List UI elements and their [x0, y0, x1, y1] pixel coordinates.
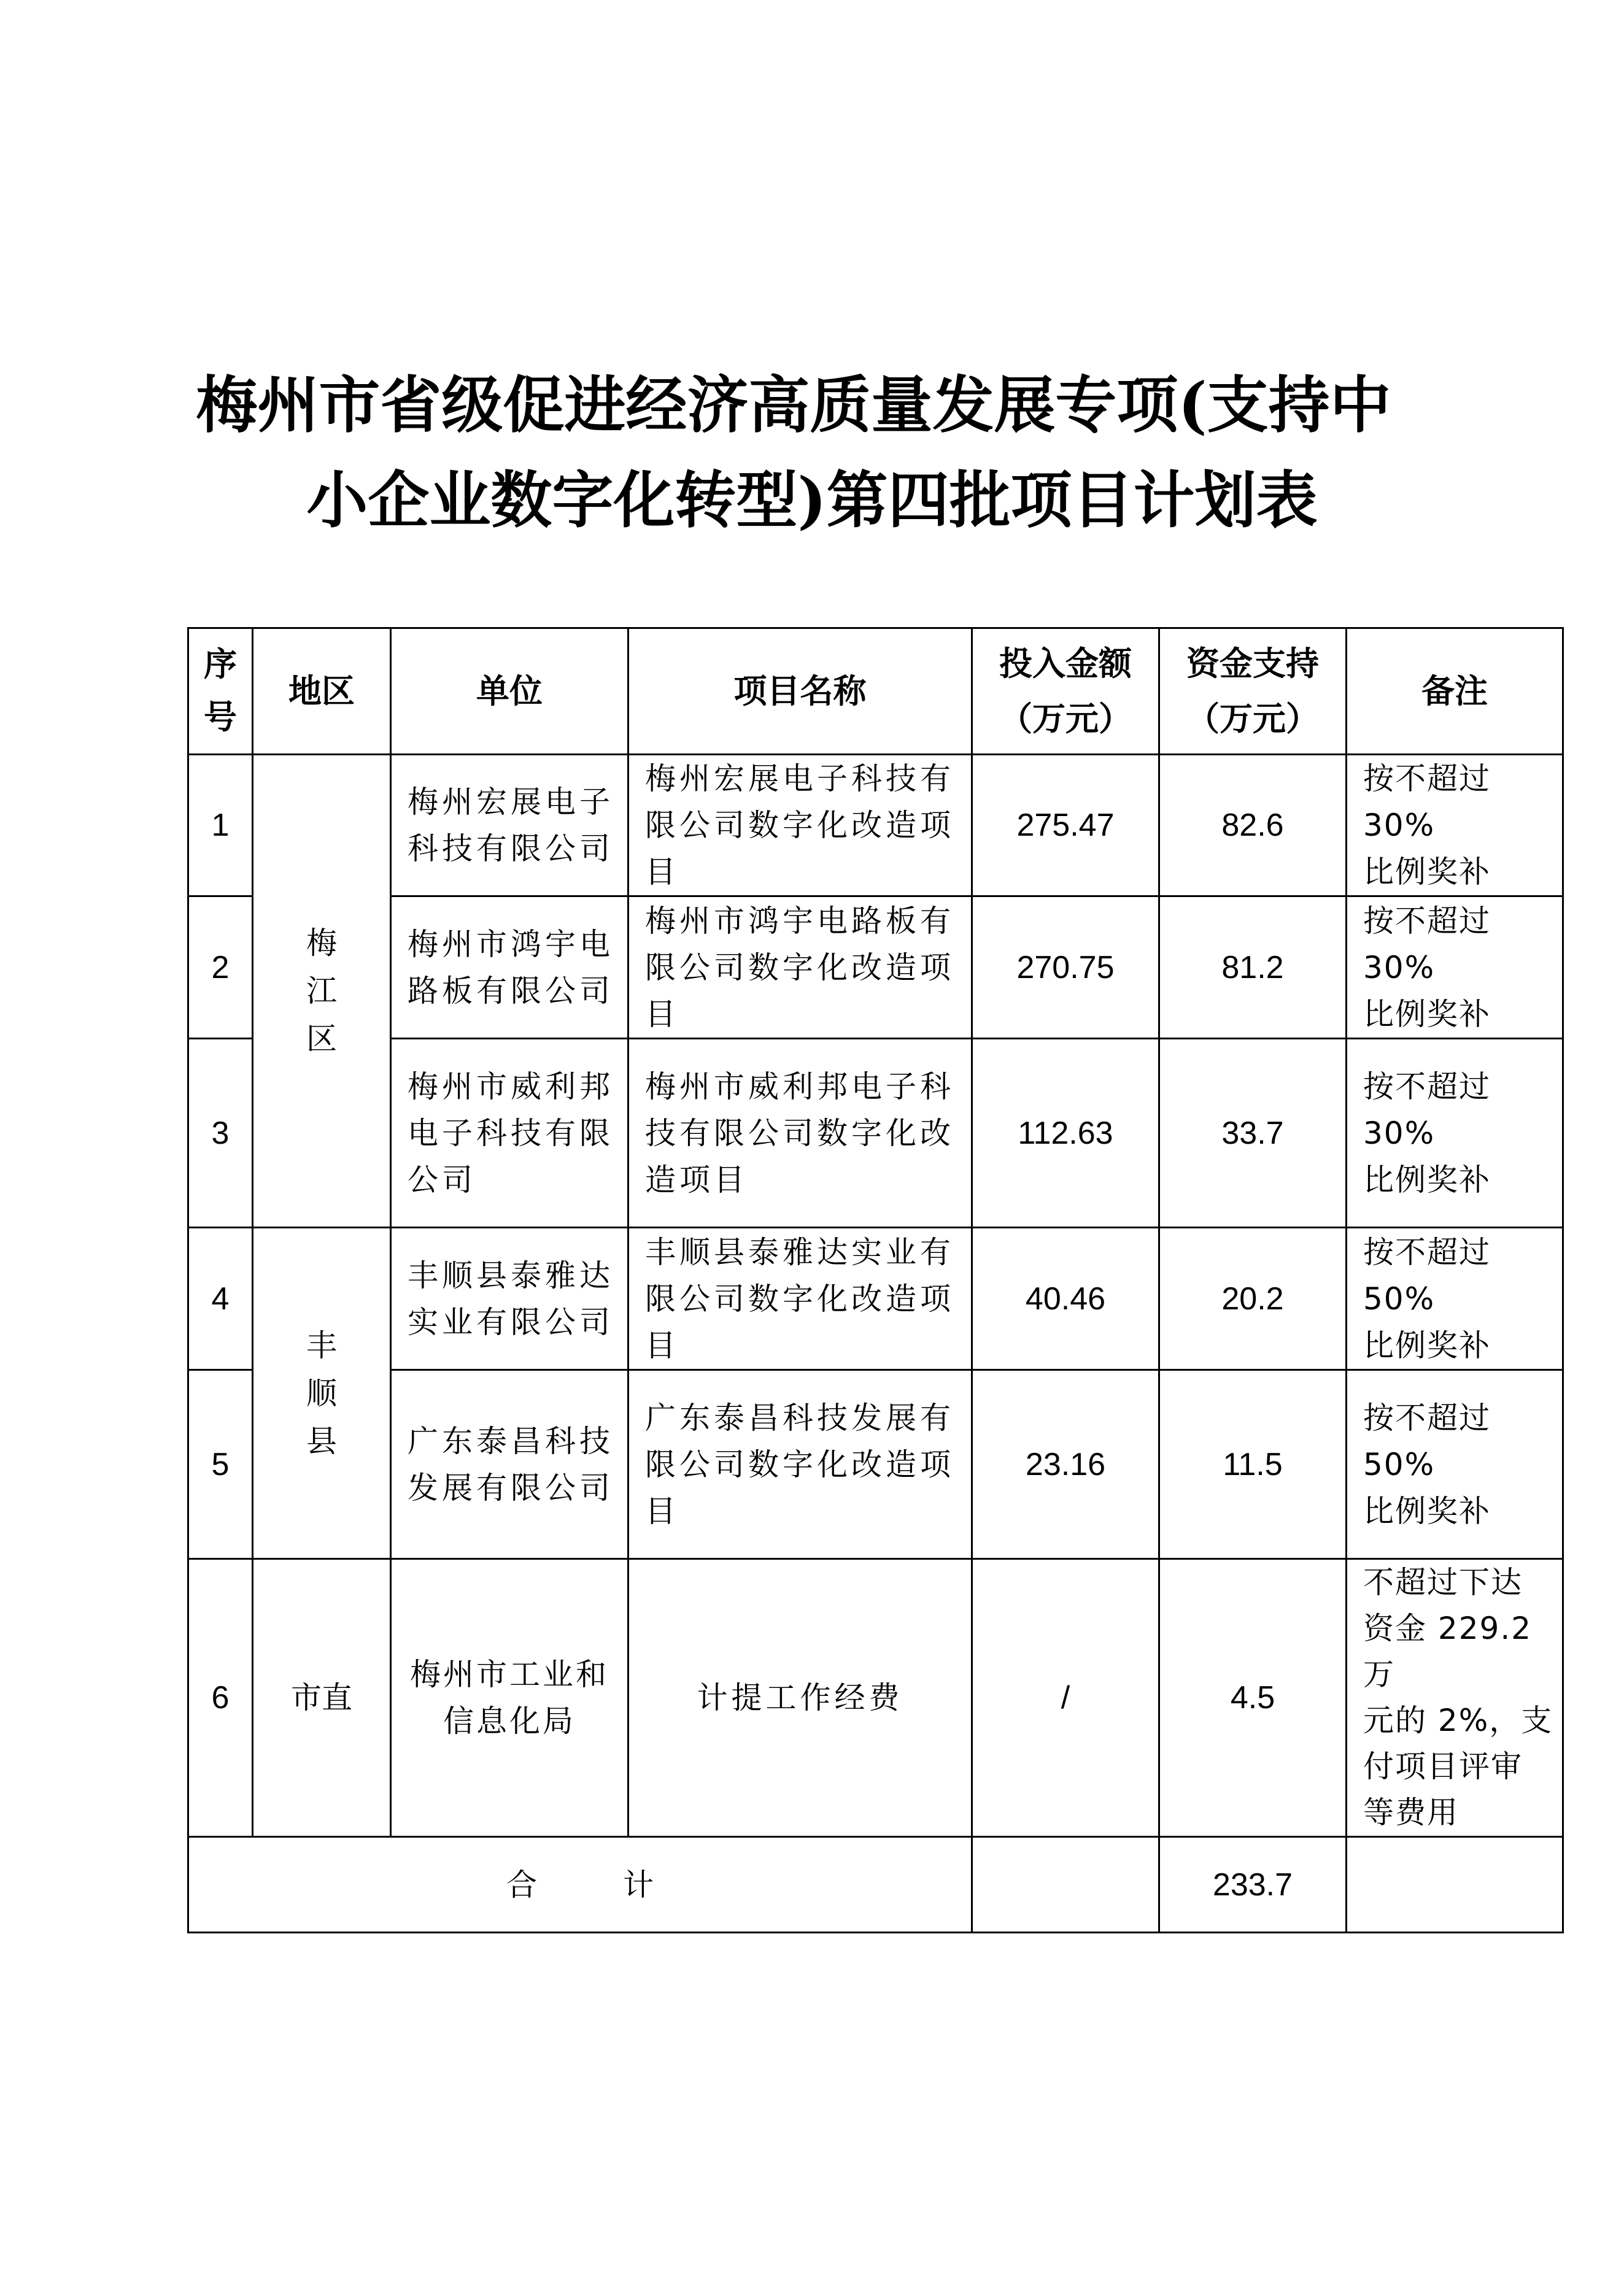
- project-line: 技有限公司数字化改: [645, 1115, 954, 1151]
- table-row: [188, 1039, 1563, 1228]
- cell-investment: 275.47: [972, 755, 1159, 896]
- cell-support: 82.6: [1159, 755, 1347, 896]
- project-line: 目: [645, 1493, 679, 1529]
- note-line: 元的 2%，支: [1363, 1703, 1553, 1738]
- unit-line: 公司: [408, 1161, 476, 1198]
- unit-line: 发展有限公司: [408, 1470, 614, 1506]
- header-project-name: 项目名称: [628, 628, 972, 755]
- cell-support: 81.2: [1159, 896, 1347, 1039]
- note-line: 比例奖补: [1363, 1161, 1491, 1198]
- note-line: 比例奖补: [1363, 1327, 1491, 1363]
- table-row: [188, 755, 1563, 896]
- cell-project: [628, 896, 972, 1039]
- header-seq: [188, 628, 253, 755]
- note-line: 付项目评审: [1363, 1749, 1523, 1784]
- cell-total-label: [188, 1837, 972, 1933]
- cell-investment: 40.46: [972, 1228, 1159, 1370]
- cell-project: [628, 1559, 972, 1837]
- cell-note: [1347, 1559, 1563, 1837]
- cell-seq: 5: [188, 1370, 253, 1559]
- unit-line: 广东泰昌科技: [408, 1423, 614, 1459]
- project-line: 限公司数字化改造项: [645, 1281, 954, 1317]
- cell-region-fengshun: [253, 1228, 391, 1559]
- project-line: 广东泰昌科技发展有: [645, 1400, 954, 1436]
- unit-line: 实业有限公司: [408, 1304, 614, 1340]
- project-line: 目: [645, 854, 679, 890]
- cell-seq: 1: [188, 755, 253, 896]
- cell-project: [628, 1370, 972, 1559]
- region-label: 梅江区: [306, 925, 337, 1057]
- cell-region-meijiang: [253, 755, 391, 1228]
- cell-unit: [391, 1228, 628, 1370]
- project-line: 限公司数字化改造项: [645, 1446, 954, 1482]
- unit-line: 电子科技有限: [408, 1115, 614, 1151]
- note-line: 按不超过30%: [1363, 761, 1491, 843]
- note-line: 比例奖补: [1363, 854, 1491, 890]
- project-line: 计提工作经费: [697, 1680, 903, 1716]
- cell-note: [1347, 1370, 1563, 1559]
- cell-total-support: 233.7: [1159, 1837, 1347, 1933]
- table-row: [188, 896, 1563, 1039]
- cell-support: 4.5: [1159, 1559, 1347, 1837]
- note-line: 按不超过30%: [1363, 1068, 1491, 1151]
- unit-line: 梅州市威利邦: [408, 1068, 614, 1104]
- header-note: 备注: [1347, 628, 1563, 755]
- cell-region-shizhi: 市直: [253, 1559, 391, 1837]
- note-line: 按不超过50%: [1363, 1400, 1491, 1482]
- table-header-row: [188, 628, 1563, 755]
- cell-unit: [391, 1039, 628, 1228]
- unit-line: 信息化局: [443, 1703, 576, 1739]
- unit-line: 科技有限公司: [408, 831, 614, 866]
- header-investment-line1: 投入金额: [999, 644, 1132, 683]
- cell-project: [628, 1228, 972, 1370]
- cell-support: 11.5: [1159, 1370, 1347, 1559]
- header-support-line2: （万元）: [1186, 699, 1319, 738]
- cell-note: [1347, 1228, 1563, 1370]
- cell-investment: /: [972, 1559, 1159, 1837]
- cell-project: [628, 755, 972, 896]
- note-line: 资金 229.2 万: [1363, 1611, 1533, 1692]
- cell-note: [1347, 755, 1563, 896]
- note-line: 不超过下达: [1363, 1565, 1523, 1600]
- cell-support: 33.7: [1159, 1039, 1347, 1228]
- cell-seq: 3: [188, 1039, 253, 1228]
- table-row: [188, 1370, 1563, 1559]
- cell-project: [628, 1039, 972, 1228]
- unit-line: 路板有限公司: [408, 973, 614, 1009]
- note-line: 比例奖补: [1363, 996, 1491, 1032]
- note-line: 等费用: [1363, 1795, 1459, 1830]
- cell-seq: 4: [188, 1228, 253, 1370]
- document-title-line-1: 梅州市省级促进经济高质量发展专项(支持中: [196, 369, 1391, 441]
- project-line: 造项目: [645, 1161, 748, 1198]
- cell-investment: 23.16: [972, 1370, 1159, 1559]
- header-support-line1: 资金支持: [1186, 644, 1319, 683]
- header-seq-label: 序号: [204, 644, 237, 736]
- cell-note: [1347, 896, 1563, 1039]
- project-line: 目: [645, 1327, 679, 1363]
- header-investment: [972, 628, 1159, 755]
- cell-total-note: [1347, 1837, 1563, 1933]
- table-total-row: [188, 1837, 1563, 1933]
- cell-investment: 112.63: [972, 1039, 1159, 1228]
- cell-note: [1347, 1039, 1563, 1228]
- table-row: [188, 1559, 1563, 1837]
- note-line: 按不超过50%: [1363, 1234, 1491, 1317]
- region-label: 丰顺县: [306, 1327, 337, 1459]
- note-line: 比例奖补: [1363, 1493, 1491, 1529]
- project-line: 梅州宏展电子科技有: [645, 761, 954, 796]
- project-line: 目: [645, 996, 679, 1032]
- header-unit: 单位: [391, 628, 628, 755]
- project-line: 梅州市威利邦电子科: [645, 1068, 954, 1104]
- total-label: 合计: [506, 1866, 740, 1903]
- note-line: 按不超过30%: [1363, 903, 1491, 985]
- unit-line: 梅州宏展电子: [408, 784, 614, 820]
- cell-unit: [391, 1370, 628, 1559]
- cell-unit: [391, 755, 628, 896]
- table-row: [188, 1228, 1563, 1370]
- cell-unit: [391, 896, 628, 1039]
- project-line: 丰顺县泰雅达实业有: [645, 1234, 954, 1270]
- cell-support: 20.2: [1159, 1228, 1347, 1370]
- cell-seq: 2: [188, 896, 253, 1039]
- project-line: 限公司数字化改造项: [645, 807, 954, 843]
- document-title-line-2: 小企业数字化转型)第四批项目计划表: [306, 464, 1318, 536]
- cell-total-investment: [972, 1837, 1159, 1933]
- cell-investment: 270.75: [972, 896, 1159, 1039]
- cell-unit: [391, 1559, 628, 1837]
- unit-line: 梅州市工业和: [410, 1657, 609, 1692]
- header-investment-line2: （万元）: [999, 699, 1132, 738]
- header-support: [1159, 628, 1347, 755]
- cell-seq: 6: [188, 1559, 253, 1837]
- header-region: 地区: [253, 628, 391, 755]
- project-line: 限公司数字化改造项: [645, 949, 954, 985]
- project-line: 梅州市鸿宇电路板有: [645, 903, 954, 939]
- unit-line: 丰顺县泰雅达: [408, 1257, 614, 1293]
- project-plan-table: [187, 627, 1564, 1933]
- unit-line: 梅州市鸿宇电: [408, 926, 614, 962]
